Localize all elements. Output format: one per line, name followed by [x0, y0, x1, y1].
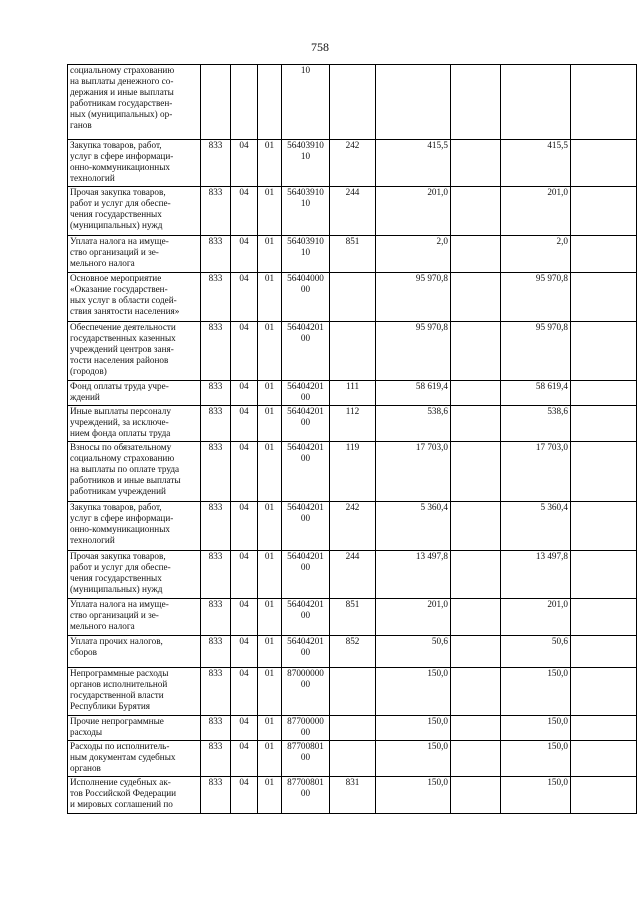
cell-vr: 831	[330, 777, 376, 814]
cell-rz: 04	[231, 716, 258, 741]
table-row	[68, 442, 637, 502]
cell-sum-4	[571, 236, 637, 273]
cell-csr: 56403910 10	[282, 236, 330, 273]
cell-sum-1: 150,0	[376, 716, 451, 741]
cell-pr: 01	[258, 741, 282, 777]
cell-sum-4	[571, 187, 637, 236]
cell-sum-1: 2,0	[376, 236, 451, 273]
table-row	[68, 636, 637, 668]
cell-csr: 87000000 00	[282, 668, 330, 716]
row-description: Иные выплаты персоналу учреждений, за исключе- нием фонда оплаты труда	[68, 406, 201, 442]
row-description: Прочие непрограммные расходы	[68, 716, 201, 741]
cell-pr: 01	[258, 502, 282, 551]
table-row	[68, 140, 637, 187]
cell-sum-4	[571, 551, 637, 599]
cell-sum-3: 2,0	[501, 236, 571, 273]
row-description: Уплата налога на имуще- ство организаций и зе- мельного налога	[68, 236, 201, 273]
cell-sum-2	[451, 236, 501, 273]
page-number: 758	[311, 40, 329, 54]
cell-rz: 04	[231, 777, 258, 814]
cell-sum-3: 58 619,4	[501, 381, 571, 406]
cell-sum-1: 5 360,4	[376, 502, 451, 551]
cell-csr: 56404201 00	[282, 599, 330, 636]
cell-gr: 833	[201, 381, 231, 406]
cell-vr	[330, 65, 376, 140]
cell-rz: 04	[231, 273, 258, 322]
cell-pr: 01	[258, 442, 282, 502]
cell-pr: 01	[258, 322, 282, 381]
cell-csr: 56403910 10	[282, 140, 330, 187]
cell-sum-1	[376, 65, 451, 140]
cell-sum-4	[571, 273, 637, 322]
cell-pr: 01	[258, 551, 282, 599]
cell-pr: 01	[258, 668, 282, 716]
cell-sum-3: 150,0	[501, 668, 571, 716]
cell-sum-3: 201,0	[501, 187, 571, 236]
cell-sum-3: 415,5	[501, 140, 571, 187]
table-row	[68, 65, 637, 140]
cell-sum-4	[571, 668, 637, 716]
cell-gr: 833	[201, 551, 231, 599]
table-row	[68, 406, 637, 442]
cell-sum-1: 201,0	[376, 187, 451, 236]
cell-gr: 833	[201, 406, 231, 442]
cell-csr: 56404201 00	[282, 381, 330, 406]
cell-vr: 112	[330, 406, 376, 442]
cell-sum-4	[571, 322, 637, 381]
row-description: Прочая закупка товаров, работ и услуг для обеспе- чения государственных (муниципальных) нужд	[68, 551, 201, 599]
cell-pr: 01	[258, 406, 282, 442]
row-description: социальному страхованию на выплаты денежного со- держания и иные выплаты работникам государствен- ных (муниципальных) ор- ганов	[68, 65, 201, 140]
row-description: Обеспечение деятельности государственных казенных учреждений центров заня- тости населения районов (городов)	[68, 322, 201, 381]
cell-rz: 04	[231, 502, 258, 551]
row-description: Прочая закупка товаров, работ и услуг для обеспе- чения государственных (муниципальных) нужд	[68, 187, 201, 236]
cell-gr: 833	[201, 187, 231, 236]
cell-sum-2	[451, 140, 501, 187]
table-row	[68, 551, 637, 599]
cell-sum-2	[451, 636, 501, 668]
cell-csr: 56404201 00	[282, 322, 330, 381]
cell-sum-4	[571, 636, 637, 668]
cell-rz	[231, 65, 258, 140]
row-description: Уплата прочих налогов, сборов	[68, 636, 201, 668]
cell-sum-1: 415,5	[376, 140, 451, 187]
table-row	[68, 273, 637, 322]
cell-sum-2	[451, 273, 501, 322]
cell-sum-2	[451, 716, 501, 741]
cell-sum-3: 538,6	[501, 406, 571, 442]
table-row	[68, 777, 637, 814]
cell-sum-4	[571, 381, 637, 406]
cell-sum-3: 50,6	[501, 636, 571, 668]
cell-rz: 04	[231, 442, 258, 502]
cell-sum-4	[571, 777, 637, 814]
cell-sum-3: 17 703,0	[501, 442, 571, 502]
cell-vr	[330, 273, 376, 322]
cell-csr: 87700000 00	[282, 716, 330, 741]
cell-sum-3: 95 970,8	[501, 273, 571, 322]
cell-sum-1: 150,0	[376, 741, 451, 777]
cell-csr: 87700801 00	[282, 741, 330, 777]
cell-gr: 833	[201, 236, 231, 273]
cell-csr: 87700801 00	[282, 777, 330, 814]
cell-pr: 01	[258, 236, 282, 273]
row-description: Взносы по обязательному социальному страхованию на выплаты по оплате труда работников и иные выплаты работникам учреждений	[68, 442, 201, 502]
cell-sum-2	[451, 668, 501, 716]
cell-pr: 01	[258, 599, 282, 636]
cell-csr: 56404201 00	[282, 551, 330, 599]
cell-sum-4	[571, 741, 637, 777]
row-description: Непрограммные расходы органов исполнительной государственной власти Республики Бурятия	[68, 668, 201, 716]
cell-sum-2	[451, 406, 501, 442]
cell-pr: 01	[258, 381, 282, 406]
cell-rz: 04	[231, 406, 258, 442]
cell-sum-1: 13 497,8	[376, 551, 451, 599]
cell-vr: 242	[330, 140, 376, 187]
cell-rz: 04	[231, 636, 258, 668]
cell-gr	[201, 65, 231, 140]
cell-rz: 04	[231, 236, 258, 273]
cell-sum-3: 5 360,4	[501, 502, 571, 551]
cell-sum-2	[451, 322, 501, 381]
cell-sum-1: 150,0	[376, 777, 451, 814]
cell-gr: 833	[201, 741, 231, 777]
table-row	[68, 381, 637, 406]
budget-table	[67, 64, 637, 814]
cell-vr: 242	[330, 502, 376, 551]
cell-pr: 01	[258, 140, 282, 187]
cell-gr: 833	[201, 140, 231, 187]
cell-gr: 833	[201, 273, 231, 322]
cell-csr: 56403910 10	[282, 187, 330, 236]
cell-vr: 851	[330, 236, 376, 273]
cell-sum-4	[571, 65, 637, 140]
cell-sum-2	[451, 442, 501, 502]
cell-sum-2	[451, 551, 501, 599]
cell-pr: 01	[258, 636, 282, 668]
cell-pr	[258, 65, 282, 140]
cell-gr: 833	[201, 668, 231, 716]
cell-vr: 851	[330, 599, 376, 636]
cell-csr: 10	[282, 65, 330, 140]
cell-rz: 04	[231, 322, 258, 381]
cell-sum-2	[451, 65, 501, 140]
cell-sum-1: 17 703,0	[376, 442, 451, 502]
cell-sum-1: 58 619,4	[376, 381, 451, 406]
row-description: Основное мероприятие «Оказание государствен- ных услуг в области содей- ствия занятости населения»	[68, 273, 201, 322]
table-row	[68, 668, 637, 716]
cell-sum-4	[571, 599, 637, 636]
cell-sum-3: 150,0	[501, 716, 571, 741]
cell-sum-1: 95 970,8	[376, 322, 451, 381]
table-row	[68, 716, 637, 741]
cell-vr	[330, 322, 376, 381]
cell-vr: 119	[330, 442, 376, 502]
cell-sum-3: 95 970,8	[501, 322, 571, 381]
table-row	[68, 236, 637, 273]
cell-sum-3: 13 497,8	[501, 551, 571, 599]
cell-sum-2	[451, 777, 501, 814]
cell-sum-1: 50,6	[376, 636, 451, 668]
cell-csr: 56404201 00	[282, 442, 330, 502]
cell-pr: 01	[258, 777, 282, 814]
cell-sum-1: 150,0	[376, 668, 451, 716]
cell-vr: 244	[330, 187, 376, 236]
table-row	[68, 502, 637, 551]
cell-vr: 244	[330, 551, 376, 599]
cell-sum-1: 95 970,8	[376, 273, 451, 322]
cell-rz: 04	[231, 551, 258, 599]
cell-vr	[330, 741, 376, 777]
cell-rz: 04	[231, 381, 258, 406]
cell-sum-1: 538,6	[376, 406, 451, 442]
cell-sum-4	[571, 140, 637, 187]
cell-csr: 56404201 00	[282, 406, 330, 442]
row-description: Закупка товаров, работ, услуг в сфере информаци- онно-коммуникационных технологий	[68, 140, 201, 187]
row-description: Расходы по исполнитель- ным документам судебных органов	[68, 741, 201, 777]
cell-sum-3	[501, 65, 571, 140]
cell-gr: 833	[201, 322, 231, 381]
cell-pr: 01	[258, 273, 282, 322]
cell-rz: 04	[231, 140, 258, 187]
cell-sum-3: 201,0	[501, 599, 571, 636]
cell-vr: 111	[330, 381, 376, 406]
cell-sum-3: 150,0	[501, 741, 571, 777]
cell-rz: 04	[231, 668, 258, 716]
table-row	[68, 741, 637, 777]
cell-csr: 56404201 00	[282, 636, 330, 668]
cell-vr	[330, 716, 376, 741]
cell-gr: 833	[201, 442, 231, 502]
row-description: Фонд оплаты труда учре- ждений	[68, 381, 201, 406]
table-row	[68, 599, 637, 636]
cell-gr: 833	[201, 716, 231, 741]
cell-sum-4	[571, 716, 637, 741]
cell-vr: 852	[330, 636, 376, 668]
cell-sum-4	[571, 406, 637, 442]
cell-vr	[330, 668, 376, 716]
cell-gr: 833	[201, 599, 231, 636]
row-description: Уплата налога на имуще- ство организаций и зе- мельного налога	[68, 599, 201, 636]
cell-sum-2	[451, 599, 501, 636]
cell-sum-2	[451, 381, 501, 406]
cell-gr: 833	[201, 502, 231, 551]
cell-sum-3: 150,0	[501, 777, 571, 814]
cell-csr: 56404000 00	[282, 273, 330, 322]
cell-gr: 833	[201, 636, 231, 668]
cell-pr: 01	[258, 187, 282, 236]
cell-rz: 04	[231, 599, 258, 636]
row-description: Исполнение судебных ак- тов Российской Федерации и мировых соглашений по	[68, 777, 201, 814]
cell-sum-4	[571, 442, 637, 502]
row-description: Закупка товаров, работ, услуг в сфере информаци- онно-коммуникационных технологий	[68, 502, 201, 551]
cell-sum-2	[451, 741, 501, 777]
cell-sum-1: 201,0	[376, 599, 451, 636]
table-row	[68, 322, 637, 381]
table-row	[68, 187, 637, 236]
cell-rz: 04	[231, 187, 258, 236]
cell-sum-4	[571, 502, 637, 551]
cell-pr: 01	[258, 716, 282, 741]
cell-rz: 04	[231, 741, 258, 777]
cell-gr: 833	[201, 777, 231, 814]
cell-sum-2	[451, 187, 501, 236]
cell-sum-2	[451, 502, 501, 551]
cell-csr: 56404201 00	[282, 502, 330, 551]
